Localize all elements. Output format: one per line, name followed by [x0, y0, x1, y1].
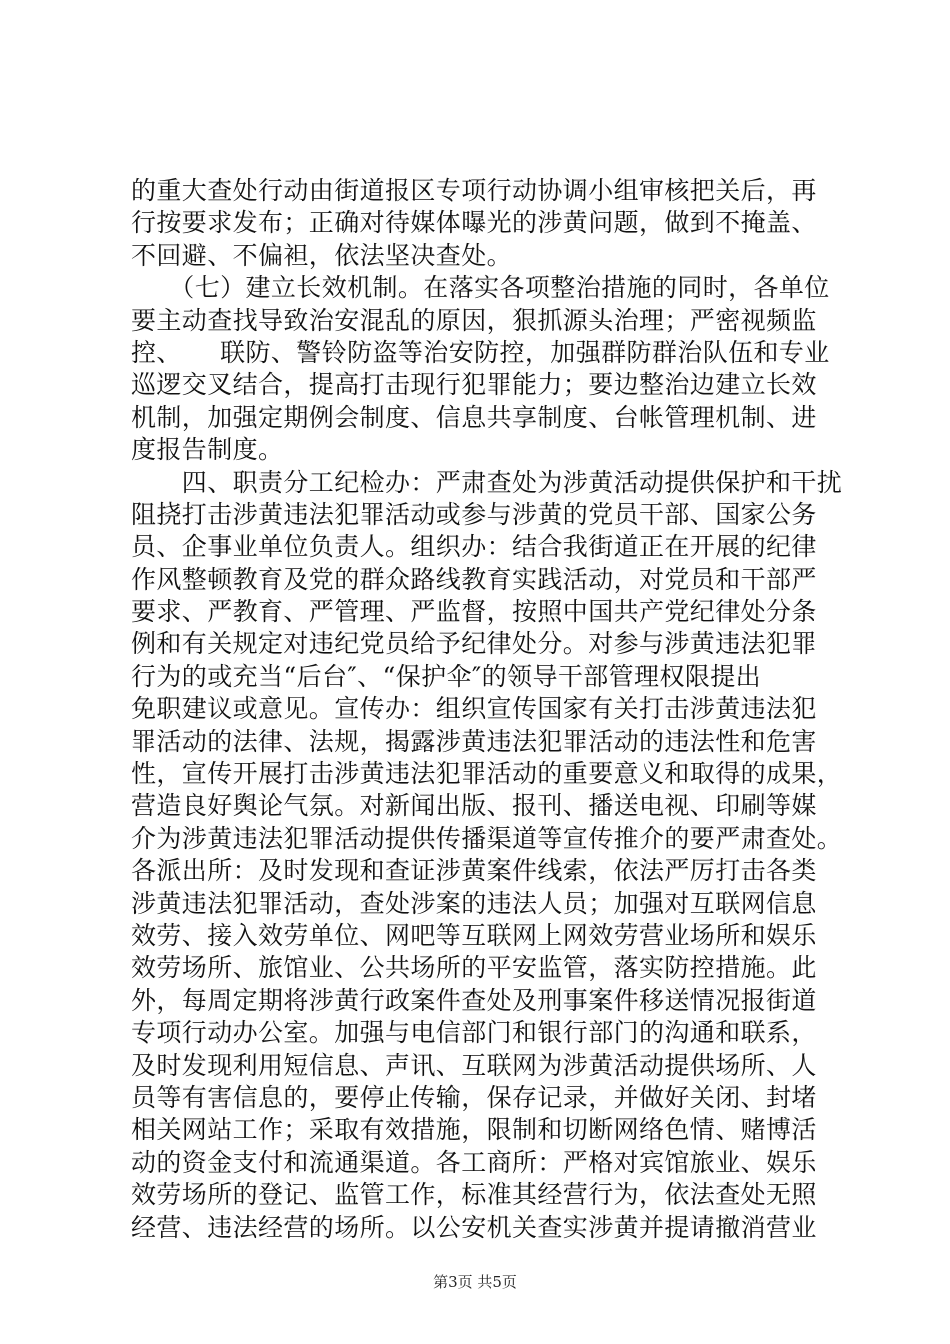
text-line: 效劳场所、旅馆业、公共场所的平安监管，落实防控措施。此: [131, 953, 817, 983]
text-line: 各派出所：及时发现和查证涉黄案件线索，依法严厉打击各类: [131, 856, 817, 886]
text-line: 介为涉黄违法犯罪活动提供传播渠道等宣传推介的要严肃查处。: [131, 823, 843, 853]
text-line: 性，宣传开展打击涉黄违法犯罪活动的重要意义和取得的成果，: [131, 759, 843, 789]
text-line: 控、 联防、警铃防盗等治安防控，加强群防群治队伍和专业: [131, 337, 830, 367]
text-line: 阻挠打击涉黄违法犯罪活动或参与涉黄的党员干部、国家公务: [131, 499, 817, 529]
text-line: 要求、严教育、严管理、严监督，按照中国共产党纪律处分条: [131, 597, 817, 627]
text-line: 例和有关规定对违纪党员给予纪律处分。对参与涉黄违法犯罪: [131, 629, 817, 659]
text-line: 巡逻交叉结合，提高打击现行犯罪能力；要边整治边建立长效: [131, 370, 817, 400]
text-line: 作风整顿教育及党的群众路线教育实践活动，对党员和干部严: [131, 564, 817, 594]
text-line: 涉黄违法犯罪活动，查处涉案的违法人员；加强对互联网信息: [131, 888, 817, 918]
text-line: 行为的或充当“后台″、“保护伞″的领导干部管理权限提出: [131, 661, 762, 691]
text-line: 相关网站工作；采取有效措施，限制和切断网络色情、赌博活: [131, 1115, 817, 1145]
text-line: 员、企事业单位负责人。组织办：结合我街道正在开展的纪律: [131, 532, 817, 562]
text-line: 罪活动的法律、法规，揭露涉黄违法犯罪活动的违法性和危害: [131, 726, 817, 756]
text-line: 机制，加强定期例会制度、信息共享制度、台帐管理机制、进: [131, 402, 817, 432]
text-line: 经营、违法经营的场所。以公安机关查实涉黄并提请撤消营业: [131, 1212, 817, 1242]
document-body: [131, 175, 843, 1244]
text-line: 免职建议或意见。宣传办：组织宣传国家有关打击涉黄违法犯: [131, 694, 817, 724]
text-line: 行按要求发布；正确对待媒体曝光的涉黄问题，做到不掩盖、: [131, 208, 817, 238]
text-line: 专项行动办公室。加强与电信部门和银行部门的沟通和联系，: [131, 1018, 817, 1048]
text-line: 效劳场所的登记、监管工作，标准其经营行为，依法查处无照: [131, 1180, 817, 1210]
text-line: 的重大查处行动由街道报区专项行动协调小组审核把关后，再: [131, 176, 817, 205]
text-line: 员等有害信息的，要停止传输，保存记录，并做好关闭、封堵: [131, 1082, 817, 1112]
text-line: 效劳、接入效劳单位、网吧等互联网上网效劳营业场所和娱乐: [131, 920, 817, 950]
text-line: 四、职责分工纪检办：严肃查处为涉黄活动提供保护和干扰: [131, 467, 843, 497]
text-line: 外，每周定期将涉黄行政案件查处及刑事案件移送情况报街道: [131, 985, 817, 1015]
text-line: 及时发现利用短信息、声讯、互联网为涉黄活动提供场所、人: [131, 1050, 817, 1080]
text-line: （七）建立长效机制。在落实各项整治措施的同时，各单位: [131, 273, 830, 303]
page-footer: 第3页 共5页: [433, 1273, 517, 1291]
text-line: 营造良好舆论气氛。对新闻出版、报刊、播送电视、印刷等媒: [131, 791, 817, 821]
text-line: 度报告制度。: [131, 435, 284, 465]
text-line: 不回避、不偏袒，依法坚决查处。: [131, 240, 513, 270]
text-line: 要主动查找导致治安混乱的原因，狠抓源头治理；严密视频监: [131, 305, 817, 335]
text-line: 动的资金支付和流通渠道。各工商所：严格对宾馆旅业、娱乐: [131, 1147, 817, 1177]
